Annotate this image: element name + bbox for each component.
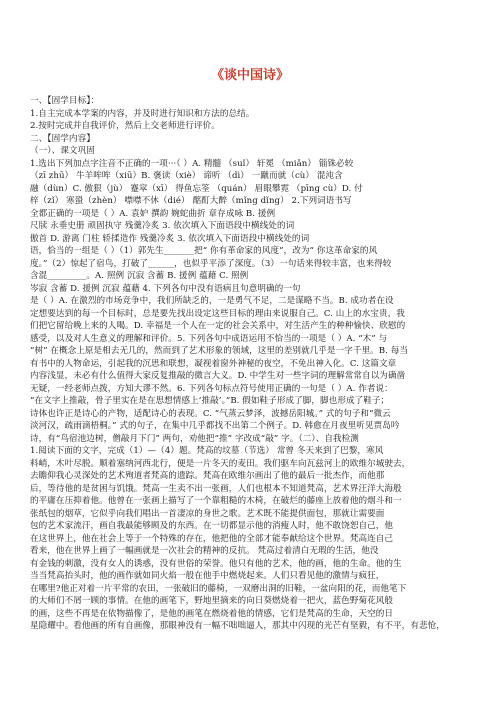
text-line: 张纸包的烟草，它似乎向我们唱出一首凄凉的身世之歌。艺术既不能提供面包，那就让需要面 — [30, 508, 385, 519]
document-body — [30, 95, 470, 633]
text-line: 全都正确的一项是（ ）A. 袁妒 撰韵 婉蛇曲折 章存成咏 B. 援例 — [30, 208, 276, 219]
text-line: 诗，有“鸟宿池边树，僧敲月下门” 两句，劝他把“推” 字改成“敲” 字。（二）、自我检测 — [30, 433, 359, 444]
text-line: 定想要达到的每一个目标时，总是要先找出设定这些目标的理由来说服自己。C. 山上的水宝贵，我 — [30, 308, 405, 319]
document-page — [30, 64, 470, 633]
text-line: 语，恰当的一组是（ ）（1）郭先生_______把“ 你有革命家的风度”，改为“ 你这革命家的风 — [30, 246, 378, 256]
text-line: 1.选出下列加点字注音不正确的一项···（ ）A. 精髓 （suǐ） 轩冕 （miǎn） 锱铢必较 — [30, 158, 354, 169]
text-line: 当当梵高抬头时，他的画作就如同火焰一般在他手中燃烧起来。人们只看见他的激情与疯狂， — [30, 571, 385, 581]
text-line: 一、【固学目标】： — [30, 96, 100, 106]
text-line: 感受，以及对人生意义的理解和评价。5. 下列各句中成语运用不恰当的一项是（ ）A. “木” 与 — [30, 333, 388, 344]
text-line: 是（ ）A. 在激烈的市场竞争中，我们所缺乏的，一是勇气不足，二是谋略不当。B. 成功者在设 — [30, 296, 394, 306]
text-line: 在这世界上，他在社会上等于一个特殊的存在，他把他的全部才能奉献给这个世界。梵高连自己 — [30, 533, 394, 544]
text-line: 看来，他在世界上画了一幅画就是一次社会的精神的反抗。 梵高过着清白无瑕的生活，他没 — [30, 546, 379, 556]
text-line: 料峭，木叶尽脱。顺着塞纳河西北行，便是一片冬天的麦田。我们驱车向瓦兹河上的欧维尔城驶去， — [30, 458, 411, 469]
text-line: 去瞻仰我心灵深处的艺术殉道者梵高的遗踪。梵高在欧维尔画出了他的最后一批杰作，而他那 — [30, 471, 385, 481]
text-line: 的平庸在压抑着他。他曾在一张画上描写了一个靠粗糙的木椅，在破烂的藤座上放着他的烟斗和一 — [30, 496, 402, 506]
text-line: 岑寂 含蓄 D. 援例 沉寂 蕴藉 4. 下列各句中没有语病且句意明确的一句 — [30, 283, 301, 294]
text-line: 星隐耀中。看他画的所有自画像，那眼神没有一幅不咄咄逼人，那其中闪现的光芒有坚毅，有不平，有悲怆， — [30, 621, 445, 631]
text-line: 内容浅显，未必有什么值得大家反复推敲的微言大义。D. 中学生对一些字词的理解常常自以为确凿 — [30, 371, 406, 381]
text-line: 融（dùn）C. 傲狠（jù） 蹇窣（xī） 得鱼忘筌 （quán） 眉眼攀霓 （pīng cù）D. 付 — [30, 183, 363, 194]
text-line: “在文字上推敲，骨子里实在是在思想情感上‘推敲’。”B. 假如鞋子形成了脚，脚也形成了鞋子； — [30, 396, 390, 406]
text-line: 的大师们不屑一顾的事情。在他的画笔下，野地里摘来的向日葵燃烧着一把火，蓝色野菊花风般 — [30, 596, 394, 606]
text-line: 傲首 D. 游离 门柱 轿揉造作 残羹冷炙 3. 依次填入下面语段中横线处的词 — [30, 233, 310, 244]
text-line: 2.按时完成并自我评价，然后上交老师进行评价。 — [30, 121, 220, 131]
text-line: 无疑，一经老师点拨，方知大谬不然。6. 下列各句标点符号使用正确的一句是（ ）A. 作者说： — [30, 383, 393, 394]
text-line: （一）、课文巩固 — [30, 146, 95, 156]
text-line: 的画，这些不再是在依物描像了，是他的画笔在燃烧着他的情感，它们是梵高的生命，天空的日 — [30, 608, 394, 619]
text-line: 淡河汉，疏雨滴梧桐。” 式的句子，在集中几乎都找不出第二个例子。D. 韩愈在月夜里听见贾岛吟 — [30, 421, 400, 431]
text-line: 包的艺术家流汗，画自我最能够顾及的东西。在一切都显示他的消瘦人时，他不敢饶恕自己，他 — [30, 521, 394, 531]
text-line: 含混_________。A. 照例 沉寂 含蓄 B. 援例 蕴藉 C. 照例 — [30, 271, 249, 281]
text-line: 梓（zǐ） 寒蛩（zhèn） 噤噤不休（dié） 酩酊大醉（mǐng dǐng） 2.下列词语书写 — [30, 196, 352, 206]
text-line: 诗体也许正是诗心的产物，适配诗心的表现。C. “气蒸云梦泽，波撼岳阳城。” 式的句子和“微云 — [30, 408, 391, 419]
text-line: （zī zhū） 牛羊哞哞（xiū）B. 褒读（xiè） 谛听 （dì） 一蹴而就（cù） 混沌含 — [30, 171, 343, 181]
text-line: 二、【固学内容】 — [30, 133, 95, 144]
text-line: 有书中的人物命运，引起我的沉思和联想，凝视着窗外神秘的夜空，不免出神入化。C. 这篇文章 — [30, 358, 397, 369]
text-line: “树” 在概念上原是相去无几的，然而到了艺术形象的领域，这里的差别就几乎是一字千里。B. 每当 — [30, 346, 408, 356]
document-title: 《谈中国诗》 — [210, 68, 289, 83]
text-line: 尺牍 永垂史册 顽固执守 残羹冷炙 3. 依次填入下面语段中横线处的词 — [30, 221, 295, 231]
text-line: 1.阅读下面的文字，完成（1）—（4）题。梵高的坟墓（节选） 常曾 冬天来到了巴黎，寒风 — [30, 446, 384, 456]
text-line: 在哪里?他正对着一片平常的农田，一张破旧的藤椅，一双磨出洞的旧鞋，一盆向阳的花，而他笔下 — [30, 583, 407, 594]
text-line: 度。”（2）惊起了宿鸟，打破了______，也似乎平添了深度。（3）一句话来得较丰富，也来得较 — [30, 258, 392, 269]
text-line: 们把它留给晚上来的人喝。D. 幸福是一个人在一定的社会关系中，对生活产生的种种愉快、欣慰的 — [30, 321, 406, 331]
text-line: 有金钱的刺激，没有女人的诱惑，没有世俗的荣誉。他只有他的艺术，他的画，他的生命。他的生 — [30, 558, 402, 569]
text-line: 后，等待他的是贫困与饥饿。梵高一生卖不出一张画，人们也根本不知道梵高，艺术界汪洋大海般 — [30, 483, 402, 494]
text-line: 1.自主完成本学案的内容，并及时进行知识和方法的总结。 — [30, 108, 255, 119]
